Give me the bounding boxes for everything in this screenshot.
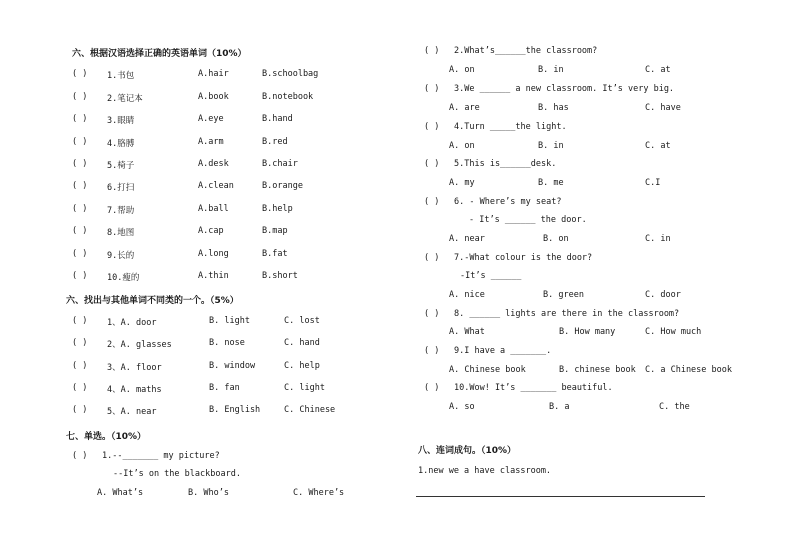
answer-paren[interactable]: ( ) (424, 122, 440, 132)
item-number: 9.长的 (107, 251, 135, 261)
question-text: 7.-What colour is the door? (454, 253, 593, 263)
option-c: C. the (659, 402, 690, 412)
answer-paren[interactable]: ( ) (72, 69, 88, 79)
option-a: A. so (449, 402, 475, 412)
option-a: A.book (198, 92, 229, 102)
option-b: B. English (209, 405, 261, 415)
question-6-line2: - It’s ______ the door. (469, 215, 587, 225)
option-b: B. light (209, 316, 250, 326)
option-b: B.short (262, 271, 298, 281)
answer-paren[interactable]: ( ) (72, 159, 88, 169)
answer-paren[interactable]: ( ) (424, 253, 440, 263)
option-a: A.ball (198, 204, 229, 214)
option-b: B. chinese book (559, 365, 636, 375)
answer-paren[interactable]: ( ) (424, 84, 440, 94)
answer-paren[interactable]: ( ) (424, 159, 440, 169)
option-c: C. How much (645, 327, 702, 337)
option-a: A. near (449, 234, 485, 244)
option-a: A. What’s (97, 488, 144, 498)
option-c: C. a Chinese book (645, 365, 732, 375)
item-number: 3.眼睛 (107, 116, 135, 126)
answer-paren[interactable]: ( ) (72, 451, 88, 461)
option-b: B.hand (262, 114, 293, 124)
question-text: 5.This is______desk. (454, 159, 557, 169)
answer-paren[interactable]: ( ) (72, 92, 88, 102)
option-b: B.red (262, 137, 288, 147)
answer-paren[interactable]: ( ) (72, 249, 88, 259)
sentence-question-1: 1.new we a have classroom. (418, 466, 552, 476)
option-c: C. at (645, 65, 671, 75)
question-text: 2.What’s______the classroom? (454, 46, 598, 56)
question-text: 4.Turn _____the light. (454, 122, 567, 132)
option-c: C. Chinese (284, 405, 336, 415)
option-c: C. Where’s (293, 488, 345, 498)
option-b: B. Who’s (188, 488, 229, 498)
option-a: 2、A. glasses (107, 340, 172, 350)
answer-paren[interactable]: ( ) (424, 383, 440, 393)
option-b: B.chair (262, 159, 298, 169)
option-a: A. are (449, 103, 480, 113)
item-number: 7.帮助 (107, 206, 135, 216)
option-b: B. in (538, 65, 564, 75)
item-number: 2.笔记本 (107, 94, 143, 104)
option-b: B.schoolbag (262, 69, 319, 79)
option-c: C. door (645, 290, 681, 300)
option-a: A.desk (198, 159, 229, 169)
answer-paren[interactable]: ( ) (424, 197, 440, 207)
section-6b-title: 六、找出与其他单词不同类的一个。（5%） (66, 296, 239, 306)
question-text: 1.--_______ my picture? (102, 451, 220, 461)
option-a: A.long (198, 249, 229, 259)
answer-paren[interactable]: ( ) (72, 114, 88, 124)
option-b: B. in (538, 141, 564, 151)
option-b: B.help (262, 204, 293, 214)
option-a: A. nice (449, 290, 485, 300)
option-b: B. me (538, 178, 564, 188)
option-b: B. fan (209, 383, 240, 393)
option-c: C. in (645, 234, 671, 244)
answer-paren[interactable]: ( ) (72, 383, 88, 393)
answer-paren[interactable]: ( ) (72, 204, 88, 214)
option-a: A.cap (198, 226, 224, 236)
option-a: A.eye (198, 114, 224, 124)
option-a: 5、A. near (107, 407, 157, 417)
section-8-title: 八、连词成句。（10%） (418, 446, 517, 456)
option-b: B.map (262, 226, 288, 236)
answer-paren[interactable]: ( ) (72, 338, 88, 348)
question-text: 3.We ______ a new classroom. It’s very big. (454, 84, 675, 94)
answer-paren[interactable]: ( ) (72, 137, 88, 147)
option-b: B. nose (209, 338, 245, 348)
question-text: 9.I have a _______. (454, 346, 552, 356)
option-b: B. green (543, 290, 584, 300)
option-b: B. a (549, 402, 570, 412)
option-a: A. my (449, 178, 475, 188)
answer-paren[interactable]: ( ) (424, 346, 440, 356)
option-b: B. has (538, 103, 569, 113)
option-c: C.I (645, 178, 661, 188)
option-c: C. have (645, 103, 681, 113)
option-a: A.clean (198, 181, 234, 191)
answer-paren[interactable]: ( ) (72, 361, 88, 371)
option-c: C. hand (284, 338, 320, 348)
answer-paren[interactable]: ( ) (72, 226, 88, 236)
answer-paren[interactable]: ( ) (424, 46, 440, 56)
option-b: B. How many (559, 327, 616, 337)
option-c: C. at (645, 141, 671, 151)
question-7-line2: -It’s ______ (460, 271, 522, 281)
section-6a-title: 六、根据汉语选择正确的英语单词（10%） (72, 49, 247, 59)
answer-paren[interactable]: ( ) (72, 271, 88, 281)
option-a: A.hair (198, 69, 229, 79)
answer-paren[interactable]: ( ) (72, 181, 88, 191)
question-1-line2: --It’s on the blackboard. (113, 469, 241, 479)
option-b: B.notebook (262, 92, 314, 102)
answer-paren[interactable]: ( ) (72, 405, 88, 415)
option-b: B. window (209, 361, 256, 371)
answer-line[interactable] (416, 496, 705, 497)
option-a: A. Chinese book (449, 365, 526, 375)
section-7-title: 七、单选。（10%） (66, 432, 147, 442)
option-b: B.orange (262, 181, 303, 191)
question-text: 8. ______ lights are there in the classroom? (454, 309, 680, 319)
option-a: A. on (449, 65, 475, 75)
answer-paren[interactable]: ( ) (72, 316, 88, 326)
option-a: A.thin (198, 271, 229, 281)
question-text: 10.Wow! It’s _______ beautiful. (454, 383, 613, 393)
item-number: 8.地图 (107, 228, 135, 238)
option-b: B.fat (262, 249, 288, 259)
option-c: C. help (284, 361, 320, 371)
option-a: A. on (449, 141, 475, 151)
option-a: 1、A. door (107, 318, 157, 328)
item-number: 4.胳膊 (107, 139, 135, 149)
option-c: C. lost (284, 316, 320, 326)
option-a: 3、A. floor (107, 363, 162, 373)
option-c: C. light (284, 383, 325, 393)
item-number: 5.椅子 (107, 161, 135, 171)
option-a: A. What (449, 327, 485, 337)
answer-paren[interactable]: ( ) (424, 309, 440, 319)
question-text: 6. - Where’s my seat? (454, 197, 562, 207)
option-a: 4、A. maths (107, 385, 162, 395)
option-a: A.arm (198, 137, 224, 147)
item-number: 10.瘦的 (107, 273, 140, 283)
option-b: B. on (543, 234, 569, 244)
item-number: 6.打扫 (107, 183, 135, 193)
item-number: 1.书包 (107, 71, 135, 81)
